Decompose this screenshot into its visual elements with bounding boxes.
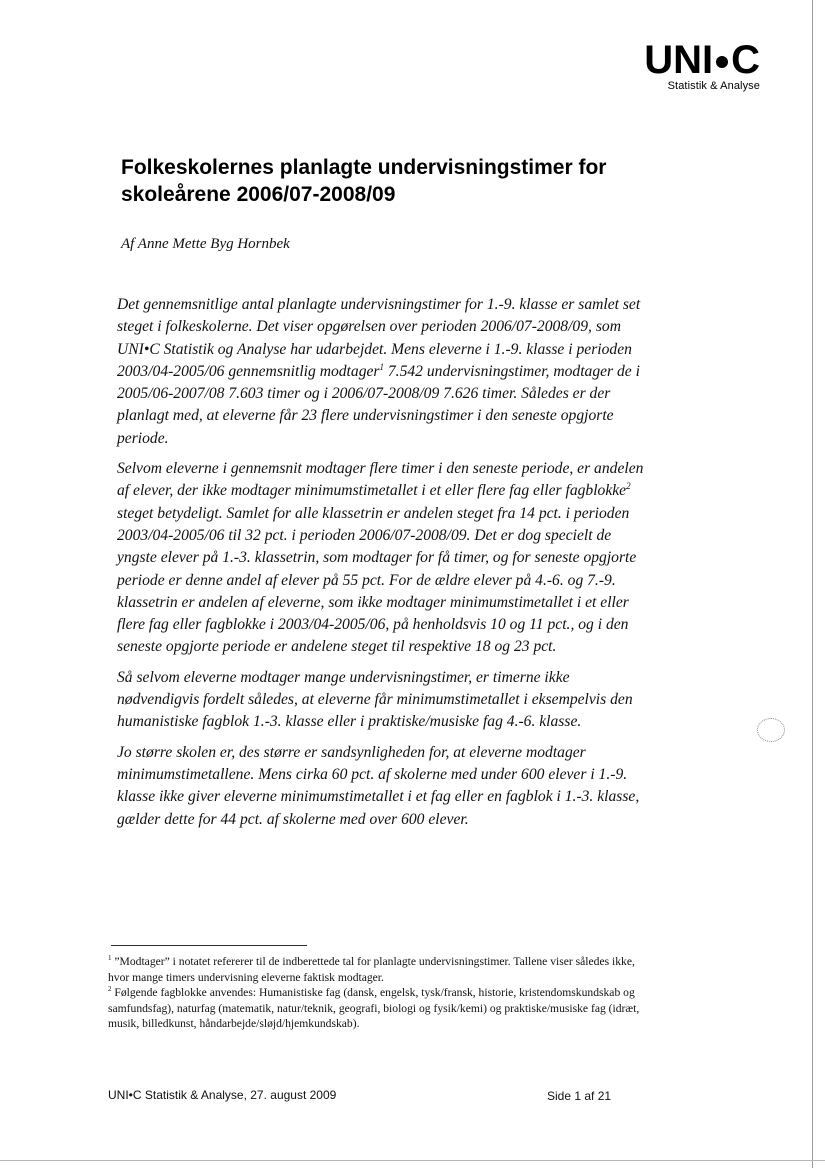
footnote-1-text: ”Modtager” i notatet refererer til de indberettede tal for planlagte undervisningstimer. Tallene viser således ikke, hvor mange timers undervisning eleverne faktisk modtager. — [108, 955, 635, 984]
footnote-1-number: 1 — [108, 954, 112, 963]
paragraph-1-text-b: 7.542 undervisningstimer, modtager de i 2005/06-2007/08 7.603 timer og i 2006/07-2008/09 7.626 timer. Således er der planlagt med, at eleverne får 23 flere undervisningstimer i den seneste opgjorte periode. — [117, 362, 640, 447]
paragraph-3: Så selvom eleverne modtager mange undervisningstimer, er timerne ikke nødvendigvis fordelt således, at eleverne får minimumstimetallet i eksempelvis den humanistiske fagblok 1.-3. klasse eller i praktiske/musiske fag 4.-6. klasse. — [117, 668, 633, 731]
logo-dot-icon — [716, 56, 728, 68]
unic-logo — [630, 40, 760, 92]
footnotes — [108, 954, 640, 1032]
footnote-1 — [108, 954, 640, 985]
footnote-2-number: 2 — [108, 985, 112, 994]
article-body — [117, 294, 649, 839]
footnote-2 — [108, 985, 640, 1032]
page-title: Folkeskolernes planlagte undervisningstimer for skoleårene 2006/07-2008/09 — [121, 156, 607, 206]
logo-text-left: UNI — [644, 38, 714, 82]
logo-wordmark — [630, 40, 760, 80]
footer-publisher-date: UNI•C Statistik & Analyse, 27. august 2009 — [108, 1088, 337, 1102]
paragraph-2-text-a: Selvom eleverne i gennemsnit modtager flere timer i den seneste periode, er andelen af elever, der ikke modtager minimumstimetallet i et eller flere fag eller fagblokke — [117, 460, 644, 500]
paragraph-2-text-b: steget betydeligt. Samlet for alle klassetrin er andelen steget fra 14 pct. i perioden 2003/04-2005/06 til 32 pct. i perioden 2006/07-2008/09. Det er dog specielt de yngste elever på 1.-3. klassetrin, som modtager for få timer, og for seneste opgjorte periode er denne andel af elever på 55 pct. For de ældre elever på 4.-6. og 7.-9. klassetrin er andelen af eleverne, som ikke modtager minimumstimetallet i et eller flere fag eller fagblokke i 2003/04-2005/06, på henholdsvis 10 og 11 pct., og i den seneste opgjorte periode er andelene steget til respektive 18 og 23 pct. — [117, 504, 637, 656]
footnote-ref-2: 2 — [626, 481, 631, 492]
author-line: Af Anne Mette Byg Hornbek — [121, 236, 290, 252]
paragraph-4: Jo større skolen er, des større er sandsynligheden for, at eleverne modtager minimumstimetallene. Mens cirka 60 pct. af skolerne med under 600 elever i 1.-9. klasse ikke giver eleverne minimumstimetallet i et fag eller en fagblok i 1.-3. klasse, gælder dette for 44 pct. af skolerne med over 600 elever. — [117, 743, 640, 828]
page-edge-right — [812, 0, 813, 1168]
scan-artifact — [757, 718, 785, 742]
footnote-ref-1: 1 — [379, 361, 384, 372]
paragraph-1 — [117, 294, 649, 450]
page-edge-bottom — [0, 1160, 825, 1161]
footnote-separator — [111, 945, 307, 946]
paragraph-1-text-a: Det gennemsnitlige antal planlagte undervisningstimer for 1.-9. klasse er samlet set steget i folkeskolerne. Det viser opgørelsen over perioden 2006/07-2008/09, som UNI•C Statistik og Analyse har udarbejdet. Mens eleverne i 1.-9. klasse i perioden 2003/04-2005/06 gennemsnitlig modtager — [117, 296, 641, 380]
logo-subtitle: Statistik & Analyse — [667, 80, 760, 92]
footnote-2-text: Følgende fagblokke anvendes: Humanistiske fag (dansk, engelsk, tysk/fransk, historie, kristendomskundskab og samfundsfag), naturfag (matematik, natur/teknik, geografi, biologi og fysik/kemi) og praktiske/musiske fag (idræt, musik, billedkunst, håndarbejde/sløjd/hjemkundskab). — [108, 986, 640, 1030]
footer-page-number: Side 1 af 21 — [547, 1089, 612, 1103]
paragraph-2 — [117, 458, 649, 659]
logo-text-right: C — [731, 38, 760, 82]
